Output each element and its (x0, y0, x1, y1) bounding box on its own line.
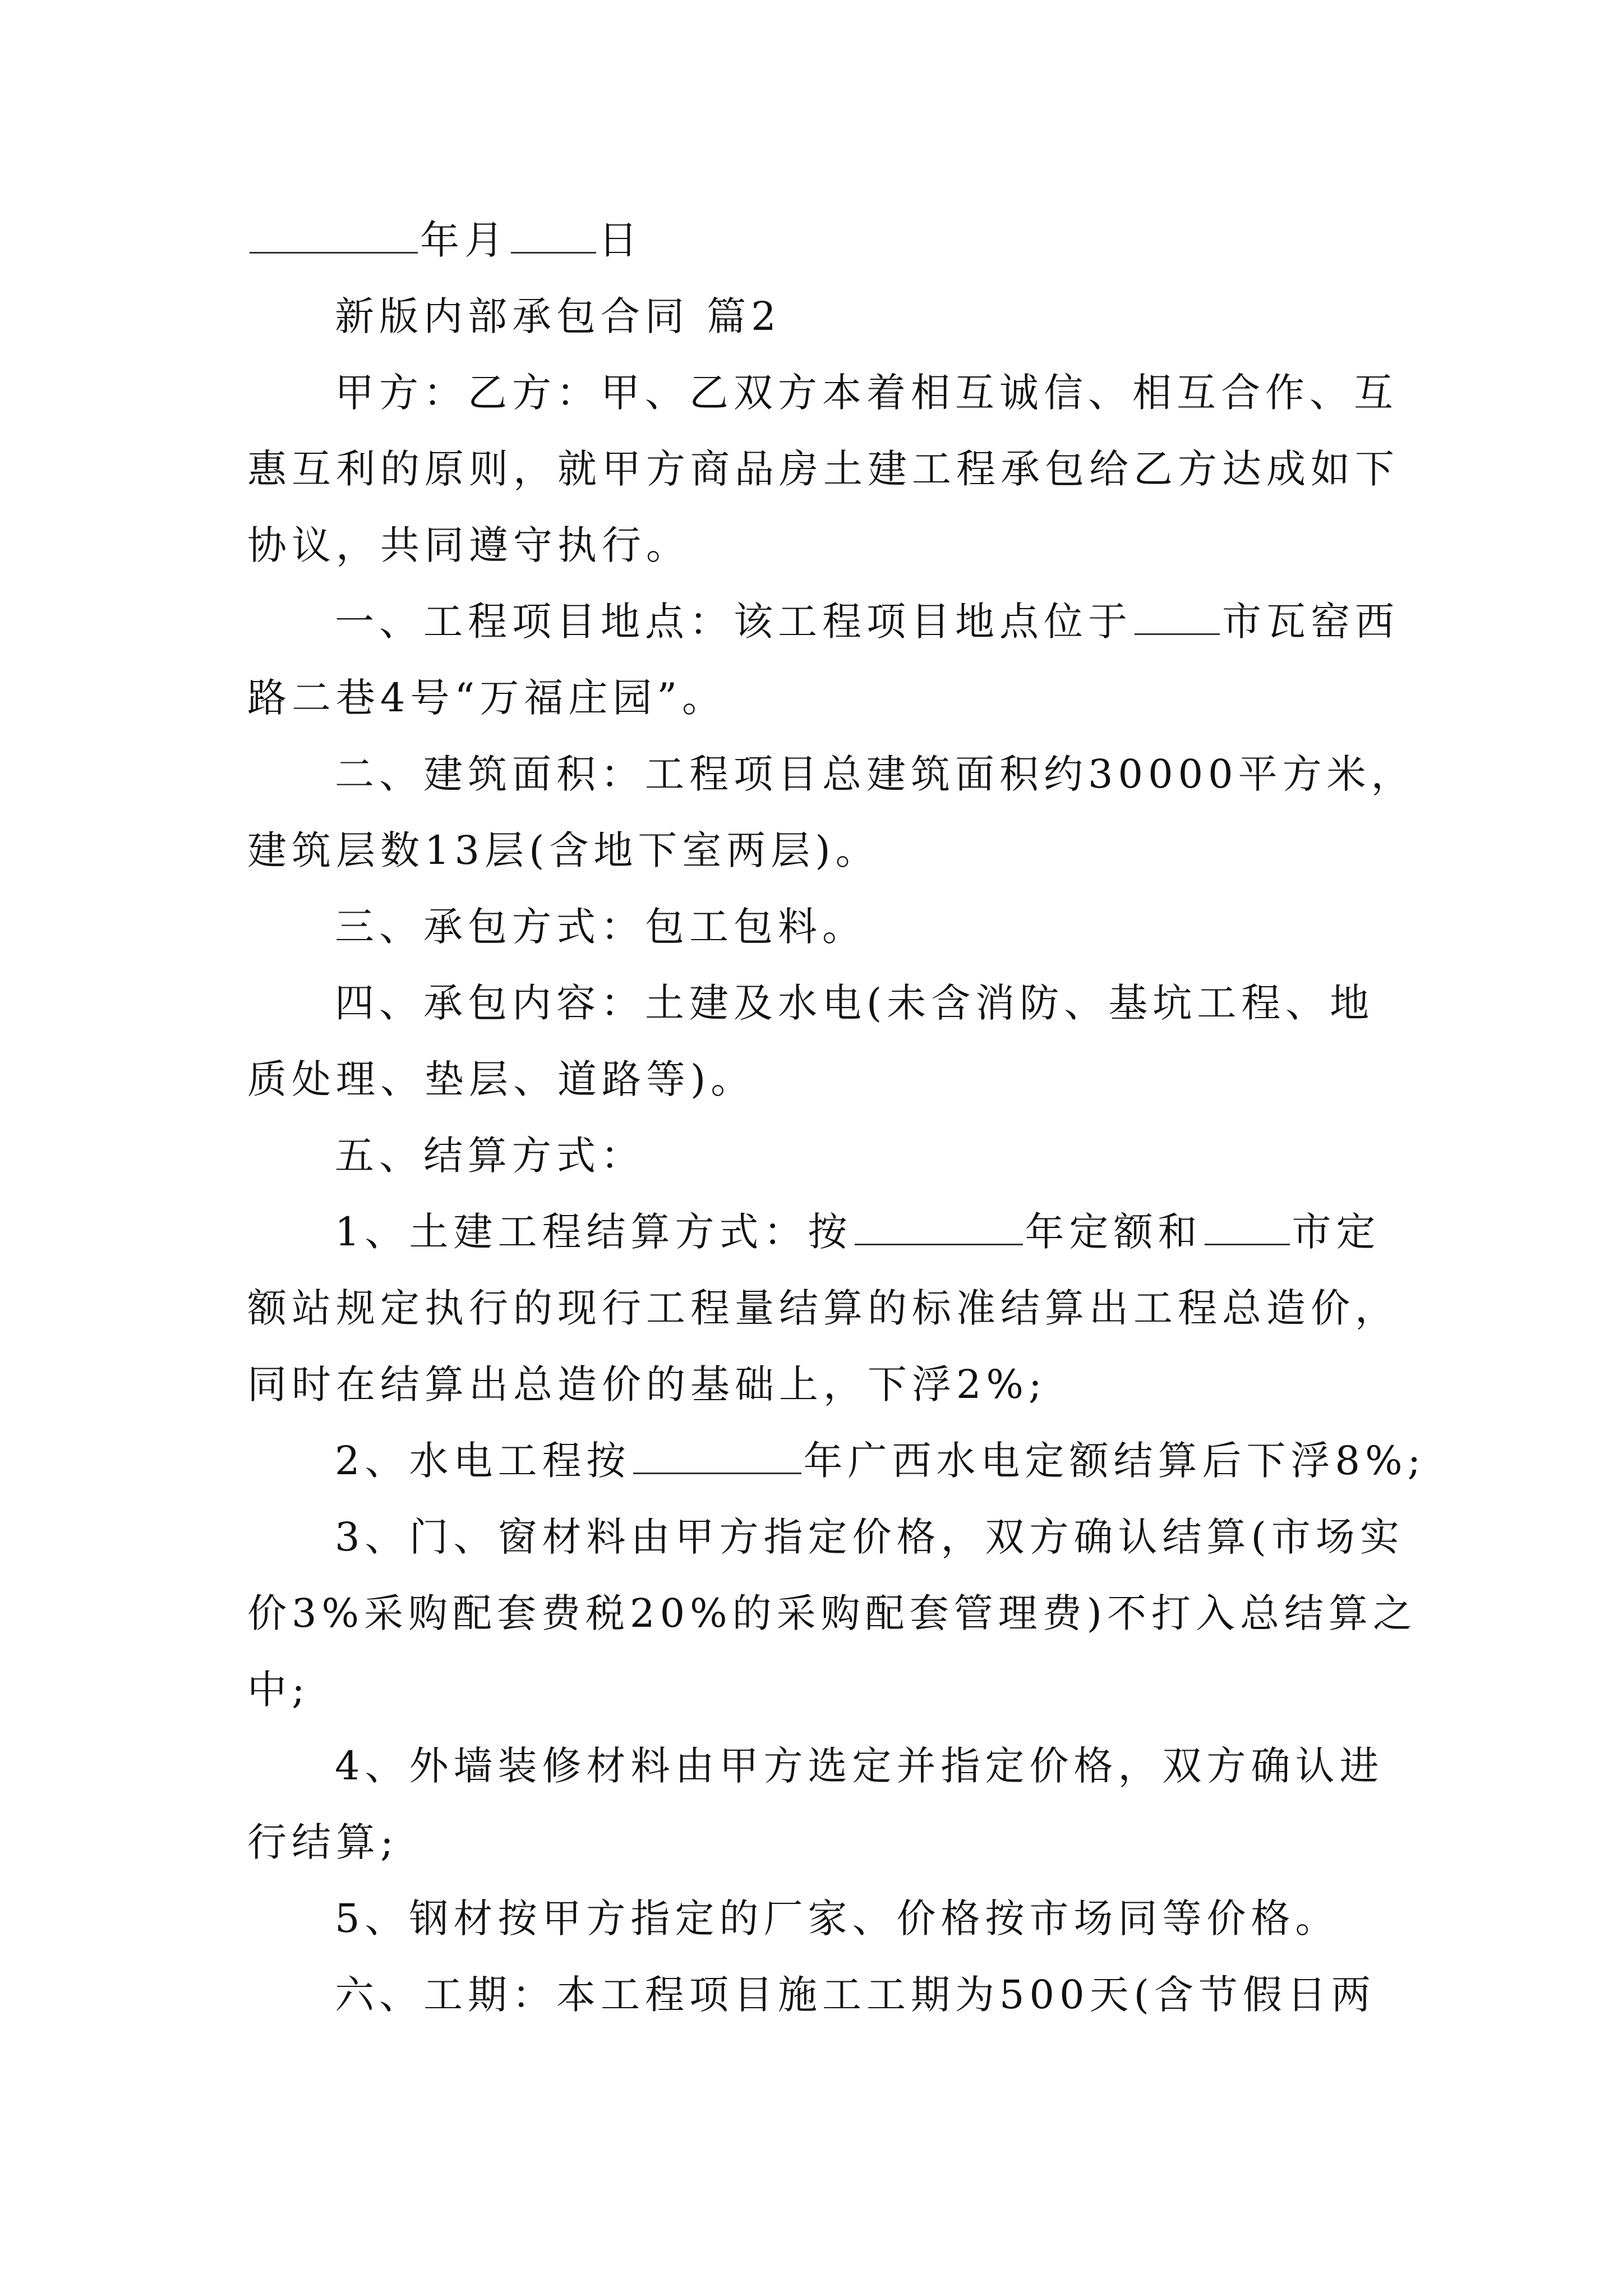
paragraph-line: 三、承包方式：包工包料。 (335, 904, 866, 950)
paragraph-line (247, 1423, 1426, 1499)
date-line (247, 202, 1397, 278)
year-blank (633, 1435, 801, 1474)
paragraph-line: 惠互利的原则，就甲方商品房土建工程承包给乙方达成如下 (247, 446, 1399, 492)
paragraph-line: 4、外墙装修材料由甲方选定并指定价格，双方确认进 (335, 1743, 1384, 1789)
year-month-label: 年月 (420, 217, 509, 263)
paragraph-line: 四、承包内容：土建及水电(未含消防、基坑工程、地 (335, 980, 1375, 1026)
paragraph-line: 二、建筑面积：工程项目总建筑面积约30000平方米， (335, 751, 1415, 797)
year-blank (855, 1207, 1023, 1245)
city-blank (1135, 596, 1220, 635)
section-heading: 新版内部承包合同 篇2 (335, 293, 781, 339)
paragraph-line: 额站规定执行的现行工程量结算的标准结算出工程总造价， (247, 1285, 1399, 1331)
paragraph-line: 建筑层数13层(含地下室两层)。 (247, 827, 880, 873)
clause-text: 1、土建工程结算方式：按 (335, 1209, 852, 1255)
paragraph-line: 六、工期：本工程项目施工工期为500天(含节假日两 (335, 1972, 1376, 2018)
day-label: 日 (598, 217, 643, 263)
paragraph-line (247, 583, 1397, 660)
paragraph-line: 路二巷4号“万福庄园”。 (247, 675, 727, 721)
document-page (247, 202, 1426, 2033)
clause-text: 年定额和 (1025, 1209, 1202, 1255)
paragraph-line: 3、门、窗材料由甲方指定价格，双方确认结算(市场实 (335, 1514, 1404, 1560)
location-label: 一、工程项目地点：该工程项目地点位于 (335, 599, 1132, 645)
paragraph-line: 中; (247, 1667, 310, 1713)
year-blank (250, 215, 418, 254)
paragraph-line: 质处理、垫层、道路等)。 (247, 1056, 755, 1102)
day-blank (511, 215, 596, 254)
clause-text: 2、水电工程按 (335, 1438, 631, 1484)
location-street: 市瓦窑西 (1222, 599, 1399, 645)
paragraph-line: 甲方：乙方：甲、乙双方本着相互诚信、相互合作、互 (335, 370, 1398, 416)
paragraph-line: 协议，共同遵守执行。 (247, 522, 690, 568)
city-blank (1205, 1207, 1290, 1245)
clause-text: 年广西水电定额结算后下浮8%; (803, 1438, 1426, 1484)
paragraph-line: 行结算; (247, 1819, 399, 1865)
paragraph-line (247, 1194, 1397, 1270)
paragraph-line: 五、结算方式： (335, 1133, 645, 1179)
paragraph-line: 同时在结算出总造价的基础上，下浮2%; (247, 1361, 1047, 1407)
paragraph-line: 5、钢材按甲方指定的厂家、价格按市场同等价格。 (335, 1895, 1340, 1941)
clause-text: 市定 (1292, 1209, 1381, 1255)
paragraph-line: 价3%采购配套费税20%的采购配套管理费)不打入总结算之 (247, 1590, 1417, 1636)
